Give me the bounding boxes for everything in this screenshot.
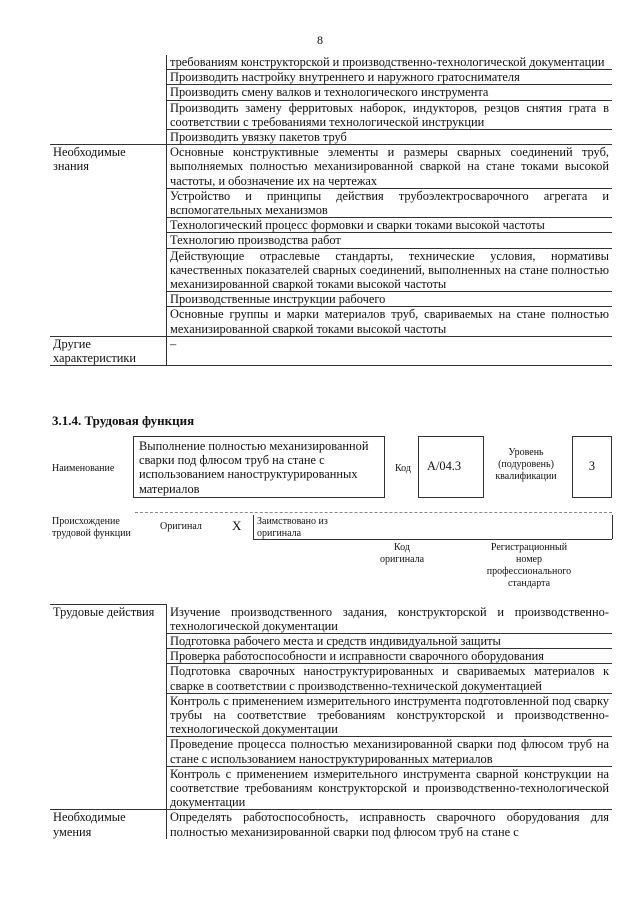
- origin-vline-1: [253, 515, 254, 539]
- requirements-table-top: [50, 55, 612, 366]
- row-label: Необходимые знания: [50, 145, 167, 337]
- requirement-row: Основные конструктивные элементы и размеры сварных соединений труб, выполняемых полностью механизированной сваркой на стане токами высокой частоты, и обозначение их на чертежах: [167, 145, 613, 189]
- original-label: Оригинал: [160, 521, 202, 532]
- level-label: Уровень (подуровень) квалификации: [495, 447, 557, 482]
- requirement-row: Определять работоспособность, исправность сварочного оборудования для полностью механизированной сварки под флюсом труб на стане с: [170, 810, 609, 839]
- origin-label: Происхождение трудовой функции: [52, 516, 131, 539]
- requirement-row: Производственные инструкции рабочего: [167, 292, 613, 307]
- code-box: [418, 436, 484, 498]
- dashed-divider: [135, 512, 612, 513]
- row-label-empty: [50, 55, 167, 145]
- requirement-row: Производить замену ферритовых наборок, индукторов, резцов снятия грата в соответствии с требованиями технологической инструкции: [167, 100, 613, 129]
- requirement-row: требованиям конструкторской и производственно-технологической документации: [167, 55, 613, 70]
- requirement-row: Основные группы и марки материалов труб, свариваемых на стане полностью механизированной сваркой токами высокой частоты: [167, 307, 613, 336]
- function-name-box: [133, 436, 385, 498]
- requirement-row: Контроль с применением измерительного инструмента подготовленной под сварку трубы на соответствие требованиям конструкторской и производственно-технологической документации: [167, 693, 613, 737]
- requirement-row: Действующие отраслевые стандарты, технические условия, нормативы качественных показателей сварных соединений, выполненных на стане полностью механизированной сваркой токами высокой частоты: [167, 248, 613, 292]
- requirement-row: Устройство и принципы действия трубоэлектросварочного агрегата и вспомогательных механизмов: [167, 188, 613, 217]
- requirement-row: Технологию производства работ: [167, 233, 613, 248]
- row-label: Другие характеристики: [50, 336, 167, 365]
- requirement-row: Подготовка сварочных наноструктурированных и свариваемых материалов к сварке в соответствии с производственно-технической документацией: [167, 664, 613, 693]
- requirement-row: –: [167, 336, 613, 365]
- origin-vline-2: [612, 515, 613, 539]
- code-original-label: Код оригинала: [379, 542, 425, 565]
- reg-number-label: Регистрационный номер профессионального стандарта: [486, 542, 572, 589]
- requirement-row: Подготовка рабочего места и средств индивидуальной защиты: [167, 633, 613, 648]
- code-value: А/04.3: [427, 459, 462, 473]
- requirement-row: Проверка работоспособности и исправности сварочного оборудования: [167, 649, 613, 664]
- requirement-row: Технологический процесс формовки и сварки токами высокой частоты: [167, 218, 613, 233]
- row-label: Трудовые действия: [50, 605, 167, 810]
- requirement-row: Производить увязку пакетов труб: [167, 130, 613, 145]
- requirement-row: Изучение производственного задания, конструкторской и производственно-технологической документации: [167, 605, 613, 634]
- original-mark: X: [232, 518, 242, 533]
- requirement-row: Производить смену валков и технологического инструмента: [167, 85, 613, 100]
- section-heading: 3.1.4. Трудовая функция: [52, 413, 195, 428]
- name-label: Наименование: [52, 463, 115, 474]
- requirement-row: Производить настройку внутреннего и наружного гратоснимателя: [167, 70, 613, 85]
- borrowed-label: Заимствовано из оригинала: [257, 516, 328, 539]
- code-label: Код: [395, 463, 411, 474]
- page-number: 8: [317, 33, 323, 47]
- level-box: [572, 436, 612, 498]
- requirement-row: Контроль с применением измерительного инструмента сварной конструкции на соответствие требованиям конструкторской и производственно-технологической документации: [167, 766, 613, 810]
- requirement-row: Проведение процесса полностью механизированной сварки под флюсом труб на стане с использованием наноструктурированных материалов: [167, 737, 613, 766]
- function-name-value: Выполнение полностью механизированной сварки под флюсом труб на стане с использованием наноструктурированных материалов: [139, 439, 369, 496]
- level-value: 3: [588, 459, 596, 473]
- origin-line: [253, 539, 612, 540]
- requirements-table-bottom: [50, 604, 612, 839]
- row-label: Необходимые умения: [50, 810, 167, 839]
